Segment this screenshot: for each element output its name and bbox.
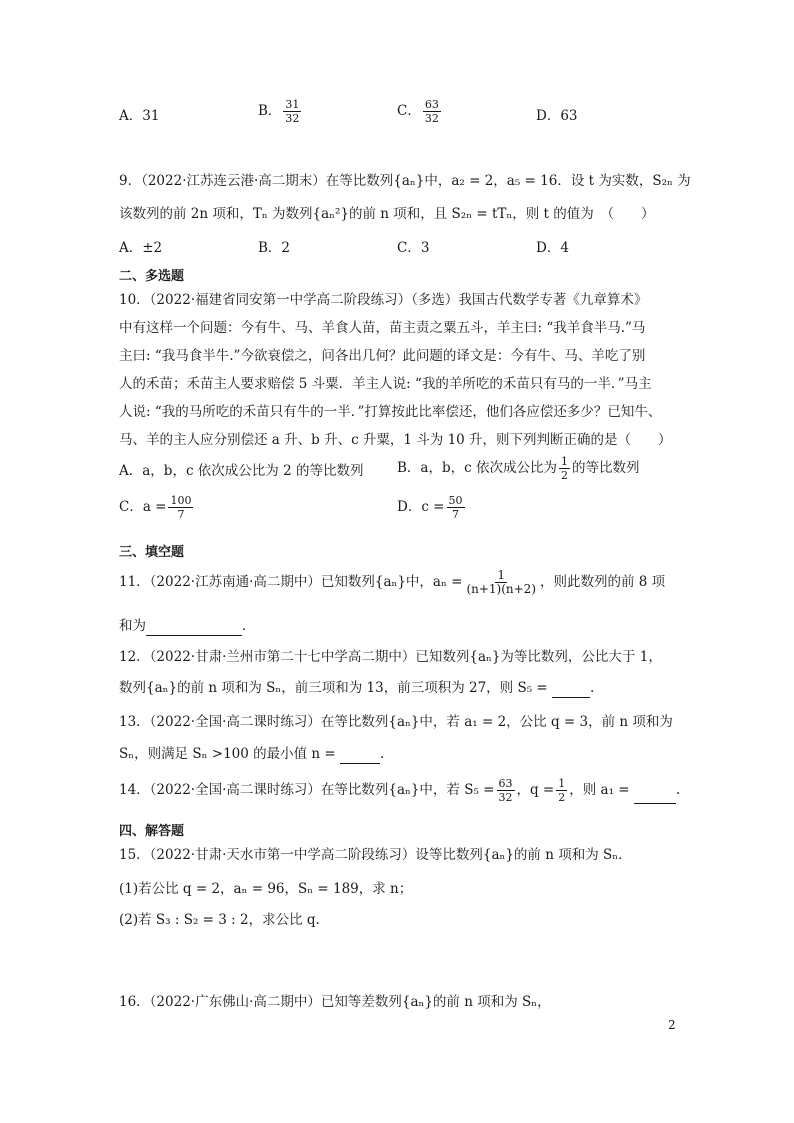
q14-stem: 14．（2022·全国·高二课时练习）在等比数列{aₙ}中，若 S₅ = $\frac{63}{32}$ ，q = $\frac{1}{2}$ ，则 a₁ = .	[119, 777, 681, 804]
q10-stem-line5: 人说: “我的马所吃的禾苗只有牛的一半．”打算按此比率偿还，他们各应偿还多少？已知牛、	[119, 404, 662, 420]
q15-part1: (1)若公比 q = 2，aₙ = 96，Sₙ = 189，求 n；	[119, 881, 413, 897]
q9-option-b: B．2	[258, 240, 291, 256]
q10-stem-line4: 人的禾苗；禾苗主人要求赔偿 5 斗粟．羊主人说: “我的羊所吃的禾苗只有马的一半．”马主	[119, 376, 652, 392]
q10-option-a: A．a，b，c 依次成公比为 2 的等比数列	[119, 463, 364, 479]
q15-stem-line1: 15．（2022·甘肃·天水市第一中学高二阶段练习）设等比数列{aₙ}的前 n 项和为 Sₙ．	[119, 847, 632, 863]
q8-option-d: D．63	[536, 108, 578, 124]
q9-option-d: D．4	[536, 240, 569, 256]
page-number: 2	[668, 1018, 676, 1032]
q12-answer-blank[interactable]	[552, 683, 590, 698]
q13-answer-blank[interactable]	[340, 749, 380, 764]
q12-stem-line2: 数列{aₙ}的前 n 项和为 Sₙ，前三项和为 13，前三项积为 27，则 S₅ = .	[119, 680, 595, 696]
q8-option-a: A．31	[119, 108, 160, 124]
q11-answer-blank[interactable]	[146, 621, 242, 636]
q11-stem-line1: 11．（2022·江苏南通·高二期中）已知数列{aₙ}中，aₙ = $\frac{1}{(n+1)(n+2)}$ ，则此数列的前 8 项	[119, 568, 666, 596]
q13-stem-line1: 13．（2022·全国·高二课时练习）在等比数列{aₙ}中，若 a₁ = 2，公比 q = 3，前 n 项和为	[119, 714, 673, 730]
q10-stem-line1: 10．（2022·福建省同安第一中学高二阶段练习）（多选）我国古代数学专著《九章算术》	[119, 292, 648, 308]
q14-answer-blank[interactable]	[634, 789, 676, 804]
q16-stem-line1: 16．（2022·广东佛山·高二期中）已知等差数列{aₙ}的前 n 项和为 Sₙ，	[119, 994, 551, 1010]
q8-option-b: B． $\frac{31}{32}$	[258, 98, 300, 125]
q10-stem-line2: 中有这样一个问题：今有牛、马、羊食人苗，苗主责之粟五斗，羊主曰: “我羊食半马.”马	[119, 320, 646, 336]
section-heading-fill-in: 三、填空题	[119, 545, 185, 560]
q8-option-c: C． $\frac{63}{32}$	[397, 98, 439, 125]
q13-stem-line2: Sₙ，则满足 Sₙ >100 的最小值 n = .	[119, 746, 385, 762]
q9-stem-line1: 9．（2022·江苏连云港·高二期末）在等比数列{aₙ}中，a₂ = 2，a₅ = 16．设 t 为实数，S₂ₙ 为	[119, 173, 691, 189]
q10-stem-line6: 马、羊的主人应分别偿还 a 升、b 升、c 升粟，1 斗为 10 升，则下列判断正确的是（ ）	[119, 432, 672, 448]
q11-stem-line2: 和为 ．	[119, 618, 256, 634]
q10-stem-line3: 主曰: “我马食半牛.”今欲衰偿之，问各出几何？此问题的译文是：今有牛、马、羊吃了别	[119, 348, 646, 364]
q10-option-b: B．a，b，c 依次成公比为 $\frac{1}{2}$ 的等比数列	[397, 455, 640, 482]
q9-stem-line2: 该数列的前 2n 项和，Tₙ 为数列{aₙ²}的前 n 项和，且 S₂ₙ = tTₙ，则 t 的值为 （ ）	[119, 206, 655, 222]
q9-option-c: C．3	[397, 240, 430, 256]
q9-option-a: A．±2	[119, 240, 163, 256]
section-heading-multiple-choice: 二、多选题	[119, 269, 185, 284]
q15-part2: (2)若 S₃ : S₂ = 3 : 2，求公比 q．	[119, 912, 330, 928]
q10-option-c: C．a = $\frac{100}{7}$	[119, 494, 192, 521]
q10-option-d: D．c = $\frac{50}{7}$	[397, 494, 463, 521]
section-heading-problems: 四、解答题	[119, 824, 185, 839]
q12-stem-line1: 12．（2022·甘肃·兰州市第二十七中学高二期中）已知数列{aₙ}为等比数列，公比大于 1，	[119, 649, 662, 665]
